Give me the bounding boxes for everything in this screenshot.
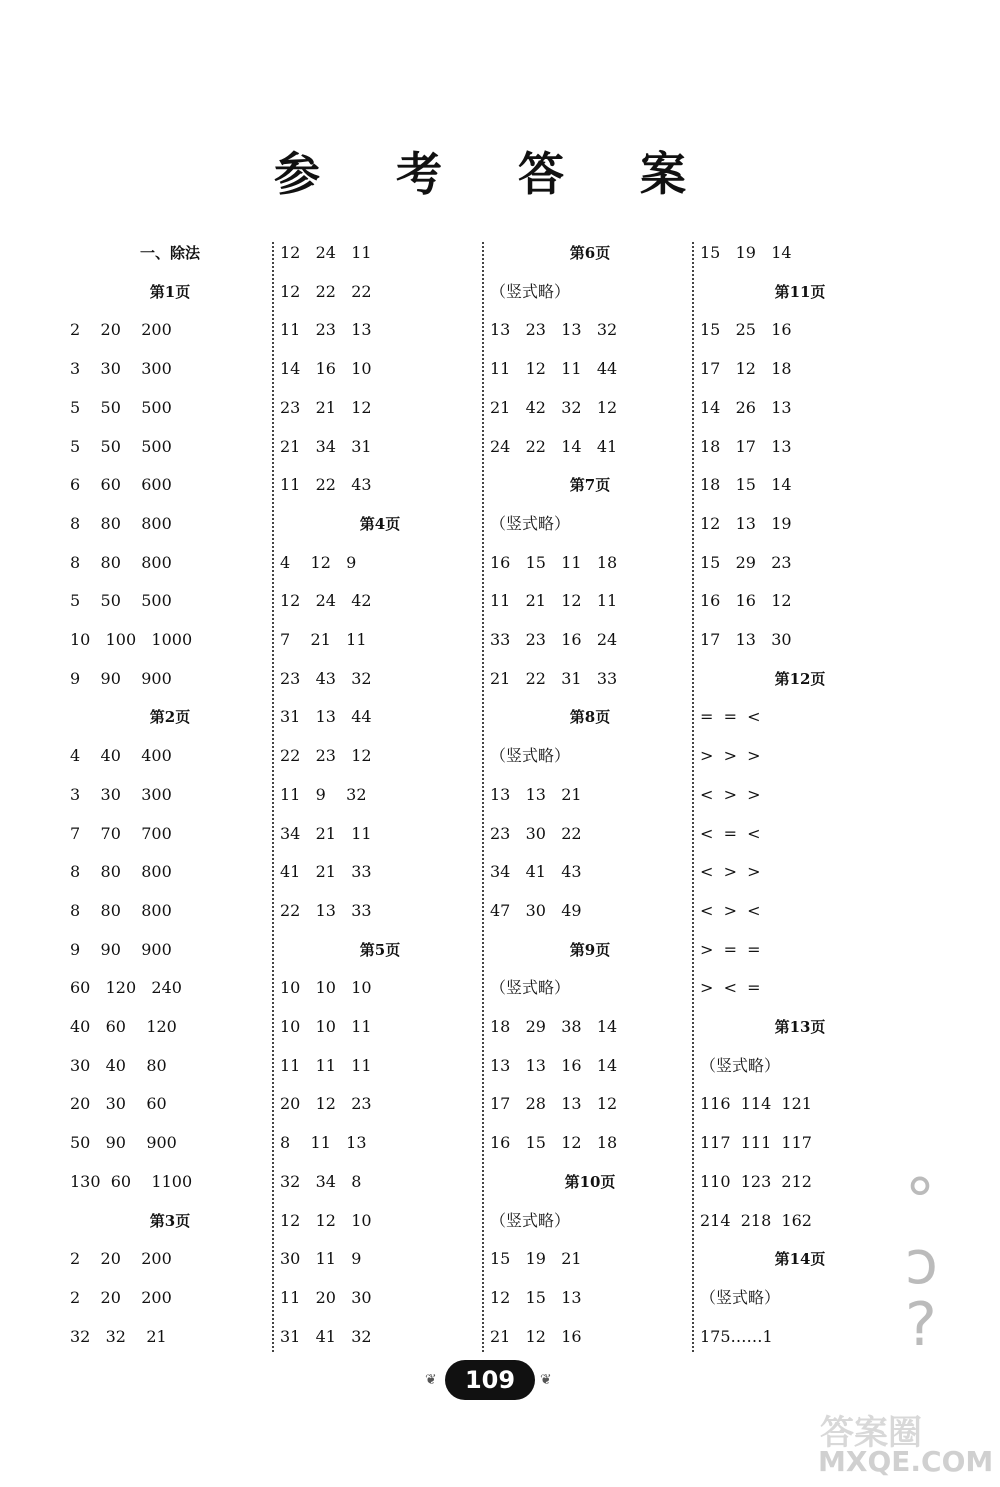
answer-row: 2 20 200 bbox=[70, 1249, 172, 1269]
answer-row: 175……1 bbox=[700, 1326, 773, 1346]
answer-row: 116 114 121 bbox=[700, 1094, 812, 1114]
answer-row: 21 12 16 bbox=[490, 1326, 582, 1346]
answer-row: 11 20 30 bbox=[280, 1287, 372, 1307]
answer-row: < > > bbox=[700, 862, 761, 882]
answer-row: 2 20 200 bbox=[70, 320, 172, 340]
answer-row: （竖式略） bbox=[490, 746, 571, 766]
page-header: 第2页 bbox=[149, 708, 191, 727]
answer-row: 60 120 240 bbox=[70, 978, 182, 998]
page-header: 第3页 bbox=[149, 1211, 191, 1230]
page-header: 第14页 bbox=[774, 1250, 826, 1269]
answer-row: （竖式略） bbox=[490, 281, 571, 301]
answer-row: 15 29 23 bbox=[700, 552, 792, 572]
answer-row: 30 11 9 bbox=[280, 1249, 362, 1269]
answer-row: 11 11 11 bbox=[280, 1055, 372, 1075]
answer-row: （竖式略） bbox=[700, 1287, 781, 1307]
answer-row: 8 11 13 bbox=[280, 1133, 367, 1153]
answer-row: 8 80 800 bbox=[70, 862, 172, 882]
page-header: 第7页 bbox=[569, 476, 611, 495]
answer-row: 12 12 10 bbox=[280, 1210, 372, 1230]
answer-row: 6 60 600 bbox=[70, 475, 172, 495]
answer-row: 110 123 212 bbox=[700, 1171, 812, 1191]
answer-row: （竖式略） bbox=[700, 1055, 781, 1075]
answer-row: 15 19 21 bbox=[490, 1249, 582, 1269]
answer-row: 13 23 13 32 bbox=[490, 320, 618, 340]
answer-row: 11 23 13 bbox=[280, 320, 372, 340]
answer-row: 14 16 10 bbox=[280, 359, 372, 379]
answer-row: 11 22 43 bbox=[280, 475, 372, 495]
answer-row: 4 12 9 bbox=[280, 552, 357, 572]
answer-row: 18 17 13 bbox=[700, 436, 792, 456]
page-header: 第5页 bbox=[359, 940, 401, 959]
column-divider bbox=[272, 242, 274, 1352]
page-header: 第8页 bbox=[569, 708, 611, 727]
page-header: 第11页 bbox=[774, 282, 826, 301]
answer-row: 31 13 44 bbox=[280, 707, 372, 727]
ornament-right-icon: ❦ bbox=[540, 1372, 552, 1388]
watermark-logo: 答案圈 bbox=[820, 1413, 922, 1453]
answer-row: 23 21 12 bbox=[280, 397, 372, 417]
page-header: 第6页 bbox=[569, 244, 611, 262]
answer-row: 23 43 32 bbox=[280, 668, 372, 688]
answer-row: 10 10 10 bbox=[280, 978, 372, 998]
decorative-ornament: ° ɔ ? bbox=[905, 1166, 938, 1360]
answer-row: 12 22 22 bbox=[280, 281, 372, 301]
answer-row: < > > bbox=[700, 784, 761, 804]
answer-row: 16 15 12 18 bbox=[490, 1133, 618, 1153]
answer-row: 15 25 16 bbox=[700, 320, 792, 340]
answer-row: （竖式略） bbox=[490, 513, 571, 533]
answer-row: 8 80 800 bbox=[70, 513, 172, 533]
answer-row: 32 32 21 bbox=[70, 1326, 167, 1346]
answer-row: 21 22 31 33 bbox=[490, 668, 618, 688]
answer-row: > < = bbox=[700, 978, 761, 998]
answer-row: 5 50 500 bbox=[70, 436, 172, 456]
answer-row: 13 13 21 bbox=[490, 784, 582, 804]
answer-row: 12 24 42 bbox=[280, 591, 372, 611]
page-title: 参 考 答 案 bbox=[273, 147, 717, 201]
answer-row: 8 80 800 bbox=[70, 900, 172, 920]
column-divider bbox=[692, 242, 694, 1352]
answer-row: 7 70 700 bbox=[70, 823, 172, 843]
answer-row: 47 30 49 bbox=[490, 900, 582, 920]
answer-row: （竖式略） bbox=[490, 1210, 571, 1230]
answer-row: 16 15 11 18 bbox=[490, 552, 618, 572]
answer-row: 24 22 14 41 bbox=[490, 436, 618, 456]
answer-row: 32 34 8 bbox=[280, 1171, 362, 1191]
answer-row: 17 12 18 bbox=[700, 359, 792, 379]
answer-row: = = < bbox=[700, 707, 761, 727]
answer-row: 9 90 900 bbox=[70, 668, 172, 688]
page-header: 第9页 bbox=[569, 940, 611, 959]
answer-row: 34 41 43 bbox=[490, 862, 582, 882]
section-title: 一、除法 bbox=[139, 244, 200, 262]
answer-row: 16 16 12 bbox=[700, 591, 792, 611]
answer-row: > = = bbox=[700, 939, 761, 959]
answer-row: 17 28 13 12 bbox=[490, 1094, 618, 1114]
answer-row: 22 23 12 bbox=[280, 746, 372, 766]
answer-row: 23 30 22 bbox=[490, 823, 582, 843]
page-number: 109 bbox=[445, 1360, 535, 1400]
page-header: 第4页 bbox=[359, 514, 401, 533]
answer-row: 21 34 31 bbox=[280, 436, 372, 456]
answer-row: 11 21 12 11 bbox=[490, 591, 618, 611]
column-divider bbox=[482, 242, 484, 1352]
answer-row: 14 26 13 bbox=[700, 397, 792, 417]
answer-row: 22 13 33 bbox=[280, 900, 372, 920]
answer-row: 30 40 80 bbox=[70, 1055, 167, 1075]
answer-row: 10 10 11 bbox=[280, 1017, 372, 1036]
answer-row: 8 80 800 bbox=[70, 552, 172, 572]
watermark-url: MXQE.COM bbox=[818, 1445, 994, 1478]
answer-row: 12 13 19 bbox=[700, 513, 792, 533]
page-header: 第10页 bbox=[564, 1172, 616, 1191]
answer-row: 40 60 120 bbox=[70, 1017, 177, 1036]
answer-row: 117 111 117 bbox=[700, 1133, 812, 1153]
answer-row: 20 12 23 bbox=[280, 1094, 372, 1114]
answer-row: 7 21 11 bbox=[280, 630, 367, 649]
answer-row: 12 24 11 bbox=[280, 243, 372, 262]
answer-row: 3 30 300 bbox=[70, 784, 172, 804]
answer-row: 10 100 1000 bbox=[70, 630, 193, 649]
answer-row: 31 41 32 bbox=[280, 1326, 372, 1346]
answer-row: 5 50 500 bbox=[70, 591, 172, 611]
answer-row: （竖式略） bbox=[490, 978, 571, 998]
answer-row: 18 15 14 bbox=[700, 475, 792, 495]
answer-row: 50 90 900 bbox=[70, 1133, 177, 1153]
answer-row: 15 19 14 bbox=[700, 243, 792, 262]
answer-row: 9 90 900 bbox=[70, 939, 172, 959]
answer-row: 21 42 32 12 bbox=[490, 397, 618, 417]
answer-row: 20 30 60 bbox=[70, 1094, 167, 1114]
answer-row: < > < bbox=[700, 900, 761, 920]
answer-row: 11 12 11 44 bbox=[490, 359, 618, 379]
answer-row: 13 13 16 14 bbox=[490, 1055, 618, 1075]
answer-row: > > > bbox=[700, 746, 761, 766]
answer-row: 3 30 300 bbox=[70, 359, 172, 379]
answer-row: < = < bbox=[700, 823, 761, 843]
answer-row: 12 15 13 bbox=[490, 1287, 582, 1307]
page-header: 第13页 bbox=[774, 1018, 826, 1036]
answer-row: 2 20 200 bbox=[70, 1287, 172, 1307]
page-header: 第1页 bbox=[149, 282, 191, 301]
answer-row: 130 60 1100 bbox=[70, 1171, 193, 1191]
answer-row: 11 9 32 bbox=[280, 784, 367, 804]
answer-row: 17 13 30 bbox=[700, 630, 792, 649]
answer-row: 33 23 16 24 bbox=[490, 630, 618, 649]
answer-row: 4 40 400 bbox=[70, 746, 172, 766]
answer-row: 214 218 162 bbox=[700, 1210, 812, 1230]
answer-row: 18 29 38 14 bbox=[490, 1017, 618, 1036]
answer-row: 34 21 11 bbox=[280, 823, 372, 843]
page-header: 第12页 bbox=[774, 669, 826, 688]
answer-row: 5 50 500 bbox=[70, 397, 172, 417]
ornament-left-icon: ❦ bbox=[425, 1372, 437, 1388]
answer-row: 41 21 33 bbox=[280, 862, 372, 882]
